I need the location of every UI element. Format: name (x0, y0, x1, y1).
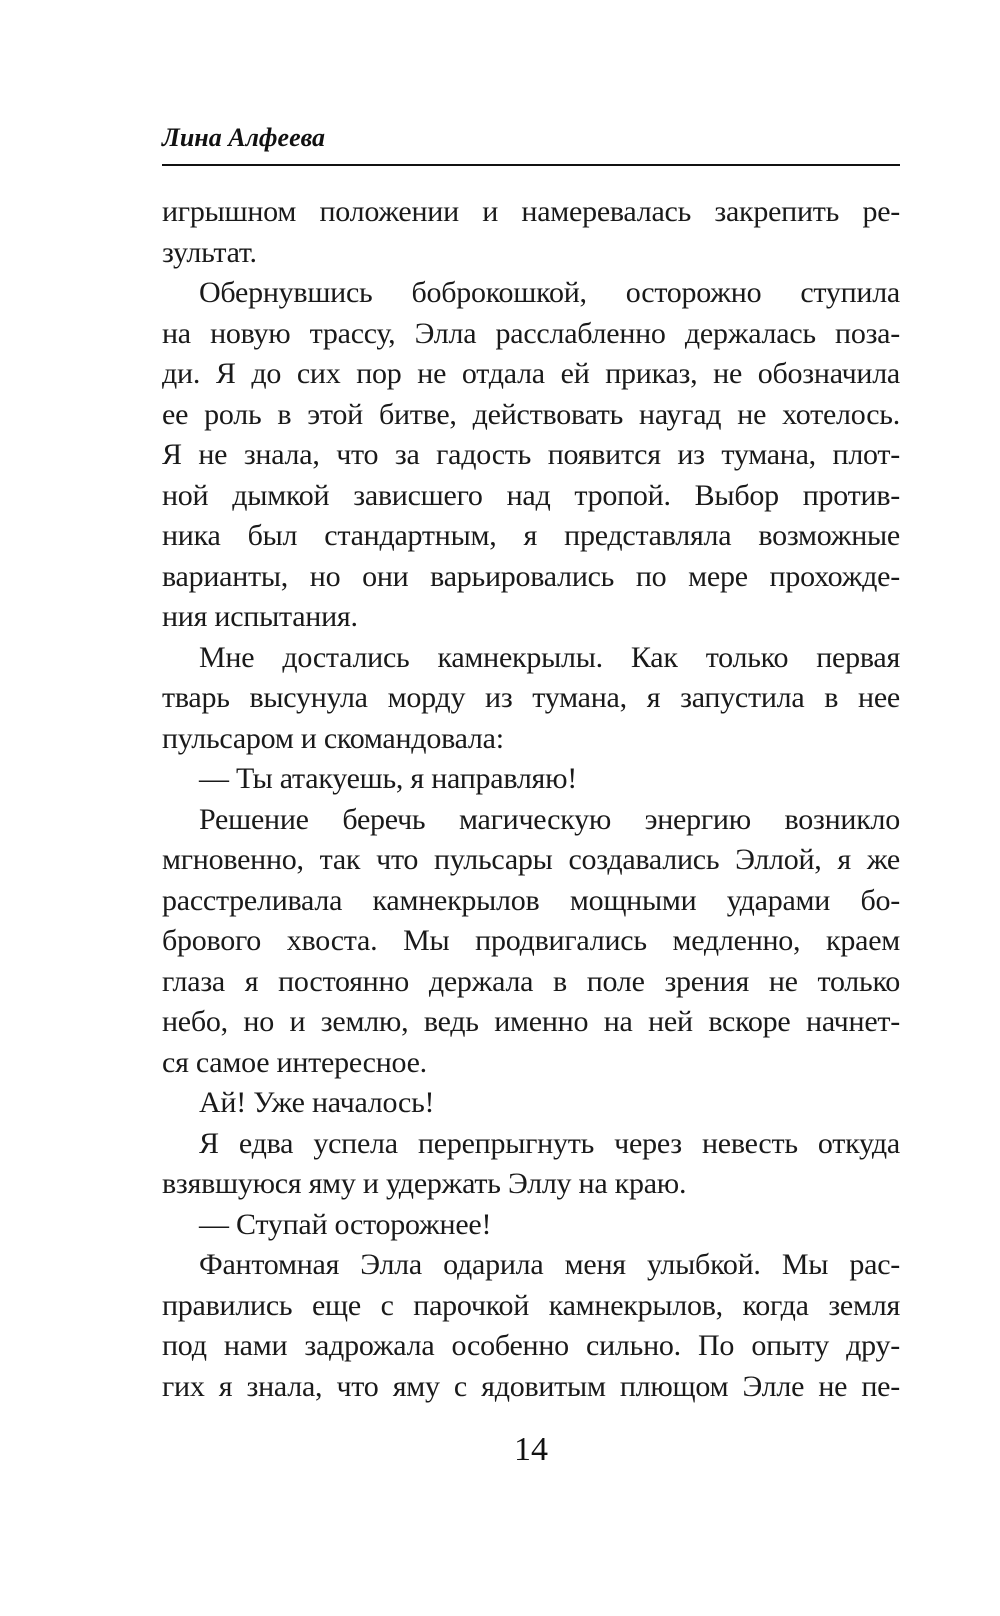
text-line: ее роль в этой битве, действовать наугад не хотелось. (162, 397, 900, 431)
text-line: — Ты атакуешь, я направляю! (199, 762, 578, 795)
text-line: небо, но и землю, ведь именно на ней вскоре начнет- (162, 1005, 900, 1038)
page-number: 14 (514, 1431, 548, 1468)
text-line: глаза я постоянно держала в поле зрения не только (162, 964, 900, 998)
text-line: ной дымкой зависшего над тропой. Выбор против- (162, 478, 900, 512)
text-line: игрышном положении и намеревалась закрепить ре- (162, 195, 900, 228)
text-line: ния испытания. (162, 600, 358, 633)
text-line: Ай! Уже началось! (199, 1086, 435, 1119)
text-line: Я едва успела перепрыгнуть через невесть откуда (199, 1126, 900, 1160)
text-line: Решение беречь магическую энергию возникло (199, 802, 900, 836)
text-line: брового хвоста. Мы продвигались медленно, краем (162, 924, 900, 957)
text-line: Фантомная Элла одарила меня улыбкой. Мы рас- (199, 1248, 900, 1281)
text-line: гих я знала, что яму с ядовитым плющом Элле не пе- (162, 1369, 900, 1403)
running-header (162, 118, 900, 166)
text-line: варианты, но они варьировались по мере прохожде- (162, 559, 900, 593)
text-line: пульсаром и скомандовала: (162, 721, 504, 755)
text-line: Я не знала, что за гадость появится из тумана, плот- (162, 438, 900, 471)
text-line: под нами задрожала особенно сильно. По опыту дру- (162, 1329, 900, 1362)
text-line: ди. Я до сих пор не отдала ей приказ, не обозначила (162, 357, 900, 390)
text-line: взявшуюся яму и удержать Эллу на краю. (162, 1167, 687, 1200)
text-line: Обернувшись боброкошкой, осторожно ступила (199, 276, 900, 309)
text-line: — Ступай осторожнее! (199, 1207, 492, 1241)
text-line: на новую трассу, Элла расслабленно держалась поза- (162, 316, 900, 350)
text-line: расстреливала камнекрылов мощными ударами бо- (162, 883, 900, 917)
text-line: ника был стандартным, я представляла возможные (162, 519, 900, 552)
author-name: Лина Алфеева (162, 123, 326, 152)
text-line: ся самое интересное. (162, 1045, 427, 1079)
text-line: тварь высунула морду из тумана, я запустила в нее (162, 681, 900, 714)
body-text (162, 192, 900, 1407)
text-line: правились еще с парочкой камнекрылов, когда земля (162, 1288, 900, 1322)
text-line: зультат. (162, 235, 257, 269)
text-line: Мне достались камнекрылы. Как только первая (199, 640, 900, 674)
text-line: мгновенно, так что пульсары создавались Эллой, я же (162, 843, 900, 876)
